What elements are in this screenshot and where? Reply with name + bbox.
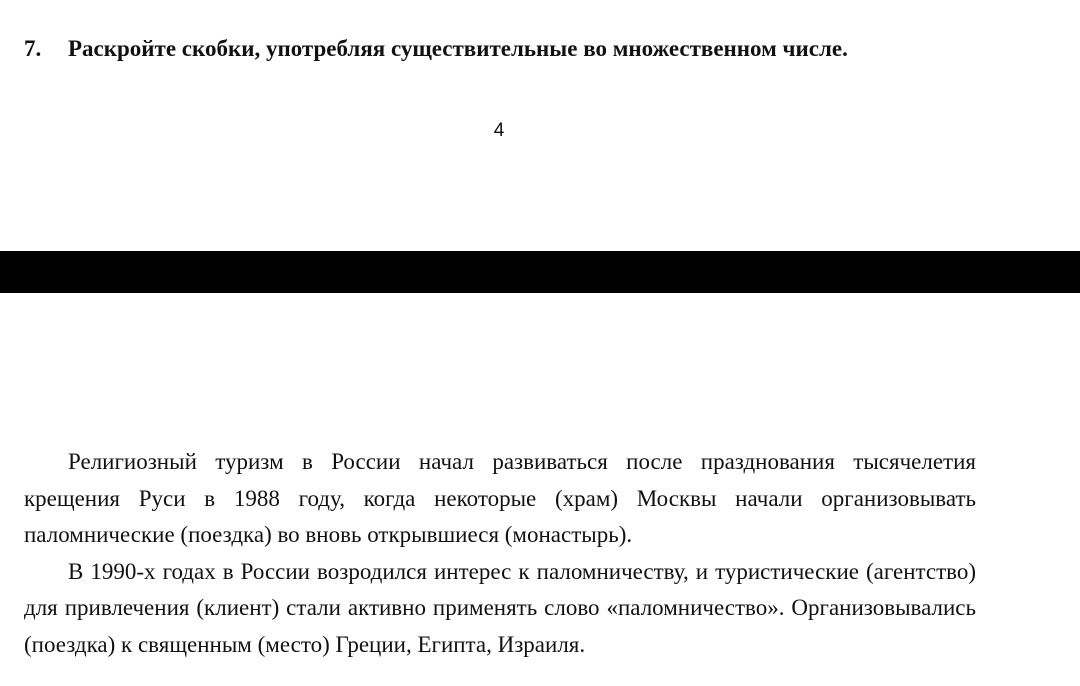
- paragraph-1: Религиозный туризм в России начал развиваться после празднования тысячелетия крещения Руси в 1988 году, когда некоторые (храм) Москвы начали организовывать паломнические (поездка) во вновь открывшиеся (монастырь).: [24, 449, 976, 548]
- task-instruction: Раскройте скобки, употребляя существительные во множественном числе.: [68, 36, 848, 61]
- page-divider: [0, 251, 1080, 293]
- task-number: 7.: [24, 36, 42, 61]
- paragraph-2: В 1990-х годах в России возродился интерес к паломничеству, и туристические (агентство) для привлечения (клиент) стали активно применять слово «паломничество». Организовывались (поездка) к священным (место) Греции, Египта, Израиля.: [24, 558, 976, 657]
- page-number: 4: [493, 120, 505, 141]
- task-heading: [24, 34, 1054, 64]
- body-text: [24, 444, 976, 664]
